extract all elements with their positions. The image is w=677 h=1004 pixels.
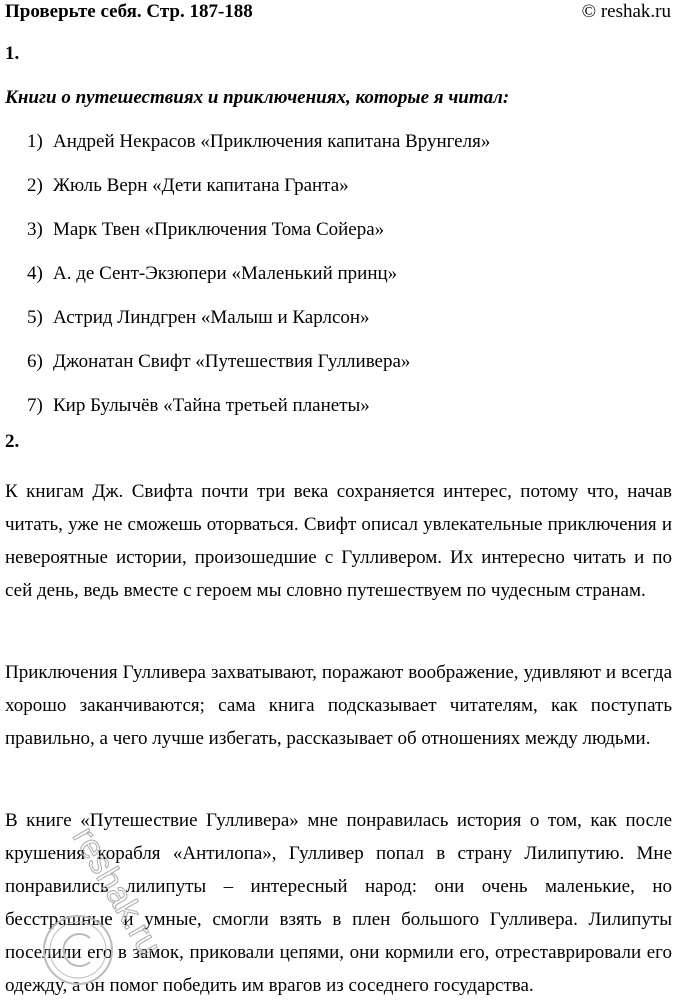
list-item	[27, 262, 397, 286]
list-item	[27, 130, 490, 154]
list-item	[27, 350, 410, 374]
list-item-number: 4)	[27, 263, 43, 284]
list-item-number: 2)	[27, 175, 43, 196]
list-item-number: 7)	[27, 395, 43, 416]
list-item-text: Астрид Линдгрен «Малыш и Карлсон»	[53, 307, 370, 328]
list-item-text: А. де Сент-Экзюпери «Маленький принц»	[53, 263, 398, 284]
list-item-text: Кир Булычёв «Тайна третьей планеты»	[53, 395, 370, 416]
list-item-text: Джонатан Свифт «Путешествия Гулливера»	[53, 351, 411, 372]
page-title: Проверьте себя. Стр. 187-188	[5, 1, 253, 22]
list-item	[27, 306, 370, 330]
list-item-number: 3)	[27, 219, 43, 240]
site-credit: © reshak.ru	[581, 1, 671, 22]
list-item	[27, 174, 349, 198]
section-2-number: 2.	[5, 431, 20, 452]
list-item-number: 1)	[27, 131, 43, 152]
section-1-heading: Книги о путешествиях и приключениях, которые я читал:	[5, 87, 510, 108]
list-item-number: 6)	[27, 351, 43, 372]
list-item-text: Марк Твен «Приключения Тома Сойера»	[53, 219, 385, 240]
paragraph: Приключения Гулливера захватывают, поражают воображение, удивляют и всегда хорошо заканчиваются; сама книга подсказывает читателям, как поступать правильно, а чего лучше избегать, рассказывает об отношениях между людьми.	[5, 662, 672, 749]
list-item-number: 5)	[27, 307, 43, 328]
section-1-number: 1.	[5, 43, 20, 64]
list-item	[27, 218, 384, 242]
paragraph: В книге «Путешествие Гулливера» мне понравилась история о том, как после крушения корабля «Антилопа», Гулливер попал в страну Лилипутию. Мне понравились лилипуты – интересный народ: они очень маленькие, но бесстрашные и умные, смогли взять в плен большого Гулливера. Лилипуты поселили его в замок, приковали цепями, они кормили его, отреставрировали его одежду, а он помог победить им врагов из соседнего государства.	[5, 810, 672, 996]
paragraph: К книгам Дж. Свифта почти три века сохраняется интерес, потому что, начав читать, уже не сможешь оторваться. Свифт описал увлекательные приключения и невероятные истории, произошедшие с Гулливером. Их интересно читать и по сей день, ведь вместе с героем мы словно путешествуем по чудесным странам.	[5, 481, 672, 601]
watermark-text: reshak.ru	[65, 820, 169, 963]
list-item	[27, 394, 370, 418]
list-item-text: Жюль Верн «Дети капитана Гранта»	[53, 175, 349, 196]
list-item-text: Андрей Некрасов «Приключения капитана Врунгеля»	[53, 131, 491, 152]
